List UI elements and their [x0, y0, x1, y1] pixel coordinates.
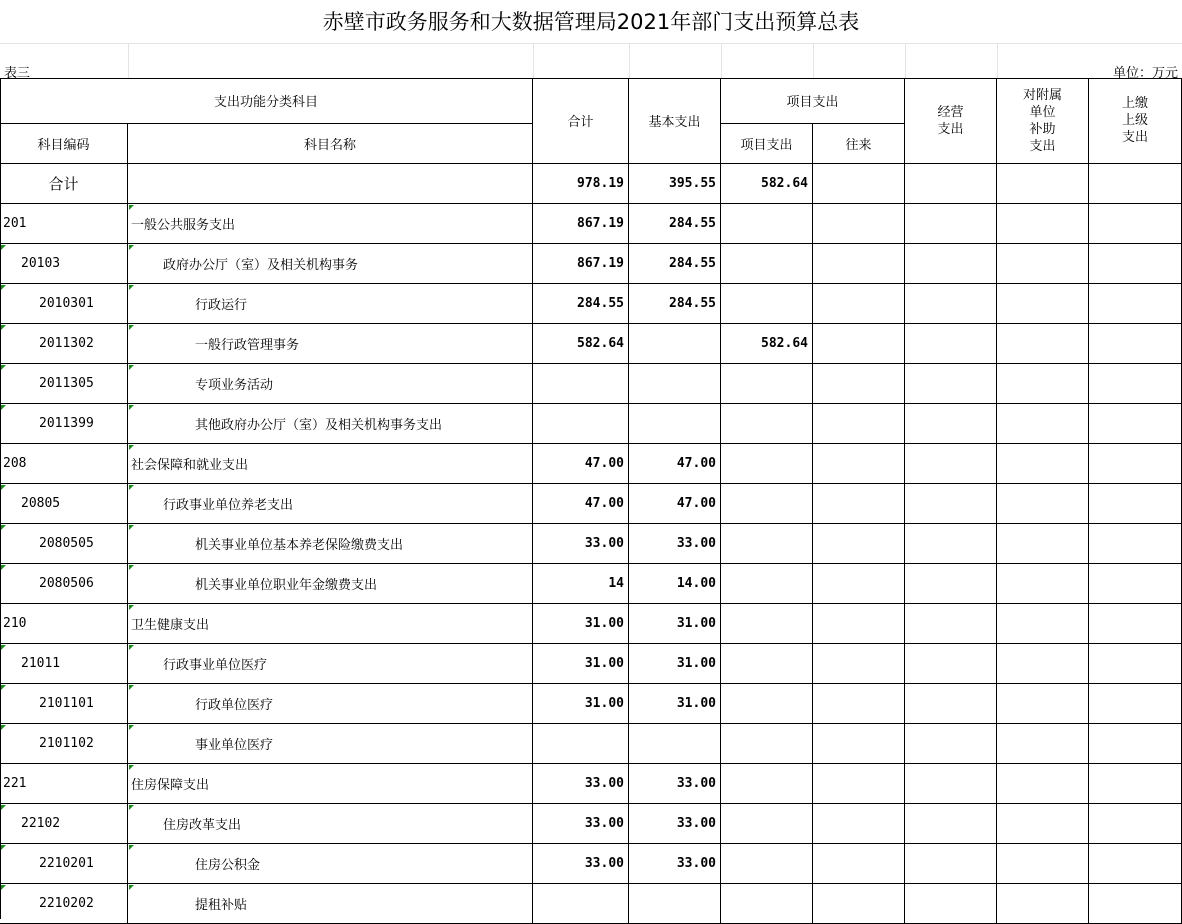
cell-remit	[1089, 164, 1182, 204]
cell-name: 住房公积金	[128, 844, 533, 884]
table-row	[0, 284, 1182, 324]
cell-project: 582.64	[721, 324, 813, 364]
cell-transfer	[813, 764, 905, 804]
cell-subsidy	[997, 804, 1089, 844]
cell-code: 221	[0, 764, 128, 804]
cell-project	[721, 204, 813, 244]
cell-subsidy	[997, 204, 1089, 244]
cell-code: 2101101	[0, 684, 128, 724]
table-row	[0, 644, 1182, 684]
table-row	[0, 604, 1182, 644]
table-row	[0, 764, 1182, 804]
cell-remit	[1089, 444, 1182, 484]
table-row	[0, 844, 1182, 884]
cell-remit	[1089, 364, 1182, 404]
cell-project: 582.64	[721, 164, 813, 204]
cell-total: 47.00	[533, 444, 629, 484]
cell-subsidy	[997, 684, 1089, 724]
table-row	[0, 364, 1182, 404]
cell-operating	[905, 204, 997, 244]
cell-name: 行政事业单位养老支出	[128, 484, 533, 524]
cell-total: 582.64	[533, 324, 629, 364]
cell-code: 201	[0, 204, 128, 244]
cell-name: 社会保障和就业支出	[128, 444, 533, 484]
header-code: 科目编码	[0, 124, 128, 164]
cell-code: 2080506	[0, 564, 128, 604]
cell-remit	[1089, 764, 1182, 804]
cell-transfer	[813, 324, 905, 364]
header-transfer: 往来	[813, 124, 905, 164]
cell-total: 33.00	[533, 844, 629, 884]
cell-total: 14	[533, 564, 629, 604]
cell-project	[721, 404, 813, 444]
cell-total: 867.19	[533, 244, 629, 284]
cell-subsidy	[997, 284, 1089, 324]
header-function-class: 支出功能分类科目	[0, 78, 533, 124]
cell-basic: 284.55	[629, 204, 721, 244]
cell-code: 合计	[0, 164, 128, 204]
cell-total: 47.00	[533, 484, 629, 524]
cell-code: 22102	[0, 804, 128, 844]
blank-cell	[905, 44, 998, 78]
table-row	[0, 564, 1182, 604]
cell-transfer	[813, 804, 905, 844]
cell-remit	[1089, 844, 1182, 884]
cell-code: 208	[0, 444, 128, 484]
cell-name: 卫生健康支出	[128, 604, 533, 644]
cell-project	[721, 484, 813, 524]
cell-total	[533, 884, 629, 924]
cell-total: 31.00	[533, 684, 629, 724]
table-label: 表三	[4, 66, 31, 81]
cell-code: 210	[0, 604, 128, 644]
cell-project	[721, 884, 813, 924]
cell-subsidy	[997, 844, 1089, 884]
cell-remit	[1089, 324, 1182, 364]
cell-remit	[1089, 724, 1182, 764]
cell-name: 政府办公厅（室）及相关机构事务	[128, 244, 533, 284]
cell-code: 2080505	[0, 524, 128, 564]
cell-basic	[629, 364, 721, 404]
cell-transfer	[813, 884, 905, 924]
table-row	[0, 724, 1182, 764]
cell-project	[721, 724, 813, 764]
table-row	[0, 804, 1182, 844]
cell-project	[721, 364, 813, 404]
cell-basic	[629, 884, 721, 924]
cell-name: 行政事业单位医疗	[128, 644, 533, 684]
cell-transfer	[813, 644, 905, 684]
cell-operating	[905, 444, 997, 484]
header-name: 科目名称	[128, 124, 533, 164]
unit-label: 单位：万元	[1112, 66, 1178, 81]
cell-remit	[1089, 284, 1182, 324]
cell-subsidy	[997, 244, 1089, 284]
header-operating: 经营 支出	[905, 78, 997, 164]
cell-basic: 33.00	[629, 764, 721, 804]
cell-operating	[905, 884, 997, 924]
cell-subsidy	[997, 484, 1089, 524]
table-row	[0, 444, 1182, 484]
cell-name: 一般行政管理事务	[128, 324, 533, 364]
header-basic: 基本支出	[629, 78, 721, 164]
cell-basic: 14.00	[629, 564, 721, 604]
cell-transfer	[813, 524, 905, 564]
cell-code: 21011	[0, 644, 128, 684]
cell-total: 33.00	[533, 804, 629, 844]
cell-operating	[905, 684, 997, 724]
cell-name: 一般公共服务支出	[128, 204, 533, 244]
table-row	[0, 204, 1182, 244]
cell-code: 2011399	[0, 404, 128, 444]
cell-code: 2210201	[0, 844, 128, 884]
cell-transfer	[813, 684, 905, 724]
cell-transfer	[813, 244, 905, 284]
cell-remit	[1089, 604, 1182, 644]
cell-remit	[1089, 204, 1182, 244]
cell-transfer	[813, 724, 905, 764]
cell-project	[721, 564, 813, 604]
cell-operating	[905, 804, 997, 844]
cell-operating	[905, 164, 997, 204]
cell-operating	[905, 364, 997, 404]
cell-total: 867.19	[533, 204, 629, 244]
blank-cell	[721, 44, 814, 78]
cell-transfer	[813, 484, 905, 524]
cell-project	[721, 764, 813, 804]
cell-subsidy	[997, 164, 1089, 204]
cell-transfer	[813, 204, 905, 244]
cell-project	[721, 604, 813, 644]
cell-remit	[1089, 644, 1182, 684]
cell-name: 机关事业单位职业年金缴费支出	[128, 564, 533, 604]
cell-basic: 284.55	[629, 284, 721, 324]
cell-name: 行政运行	[128, 284, 533, 324]
cell-remit	[1089, 684, 1182, 724]
blank-cell	[813, 44, 906, 78]
cell-basic	[629, 724, 721, 764]
header-subsidy: 对附属 单位 补助 支出	[997, 78, 1089, 164]
cell-basic: 31.00	[629, 604, 721, 644]
blank-cell	[128, 44, 534, 78]
cell-name: 专项业务活动	[128, 364, 533, 404]
cell-subsidy	[997, 604, 1089, 644]
cell-code: 2010301	[0, 284, 128, 324]
table-row	[0, 884, 1182, 924]
cell-project	[721, 244, 813, 284]
cell-subsidy	[997, 364, 1089, 404]
cell-total	[533, 364, 629, 404]
table-row	[0, 244, 1182, 284]
cell-basic: 33.00	[629, 804, 721, 844]
cell-name: 住房保障支出	[128, 764, 533, 804]
cell-basic: 47.00	[629, 484, 721, 524]
cell-name: 机关事业单位基本养老保险缴费支出	[128, 524, 533, 564]
cell-project	[721, 644, 813, 684]
cell-remit	[1089, 404, 1182, 444]
cell-transfer	[813, 404, 905, 444]
cell-subsidy	[997, 324, 1089, 364]
cell-code: 2210202	[0, 884, 128, 924]
cell-total	[533, 724, 629, 764]
cell-basic	[629, 324, 721, 364]
cell-code: 20103	[0, 244, 128, 284]
cell-total	[533, 404, 629, 444]
cell-operating	[905, 764, 997, 804]
blank-cell	[533, 44, 630, 78]
table-row	[0, 684, 1182, 724]
cell-name	[128, 164, 533, 204]
cell-operating	[905, 644, 997, 684]
cell-operating	[905, 484, 997, 524]
cell-remit	[1089, 564, 1182, 604]
cell-operating	[905, 604, 997, 644]
cell-subsidy	[997, 444, 1089, 484]
cell-subsidy	[997, 524, 1089, 564]
cell-name: 提租补贴	[128, 884, 533, 924]
cell-total: 33.00	[533, 764, 629, 804]
cell-basic: 31.00	[629, 684, 721, 724]
cell-remit	[1089, 484, 1182, 524]
cell-operating	[905, 244, 997, 284]
cell-name: 其他政府办公厅（室）及相关机构事务支出	[128, 404, 533, 444]
cell-basic: 31.00	[629, 644, 721, 684]
cell-transfer	[813, 604, 905, 644]
cell-subsidy	[997, 644, 1089, 684]
cell-total: 31.00	[533, 604, 629, 644]
cell-transfer	[813, 364, 905, 404]
cell-name: 行政单位医疗	[128, 684, 533, 724]
cell-code: 2101102	[0, 724, 128, 764]
cell-subsidy	[997, 884, 1089, 924]
cell-transfer	[813, 844, 905, 884]
cell-project	[721, 444, 813, 484]
cell-code: 20805	[0, 484, 128, 524]
cell-remit	[1089, 524, 1182, 564]
cell-total: 978.19	[533, 164, 629, 204]
cell-subsidy	[997, 564, 1089, 604]
cell-code: 2011305	[0, 364, 128, 404]
cell-project	[721, 844, 813, 884]
table-row	[0, 404, 1182, 444]
cell-project	[721, 684, 813, 724]
cell-basic	[629, 404, 721, 444]
cell-project	[721, 284, 813, 324]
cell-operating	[905, 724, 997, 764]
header-project: 项目支出	[721, 124, 813, 164]
table-row	[0, 524, 1182, 564]
cell-project	[721, 804, 813, 844]
cell-operating	[905, 564, 997, 604]
cell-total: 31.00	[533, 644, 629, 684]
cell-subsidy	[997, 404, 1089, 444]
cell-remit	[1089, 804, 1182, 844]
cell-operating	[905, 324, 997, 364]
cell-subsidy	[997, 724, 1089, 764]
table-row	[0, 324, 1182, 364]
cell-total: 284.55	[533, 284, 629, 324]
cell-subsidy	[997, 764, 1089, 804]
cell-basic: 395.55	[629, 164, 721, 204]
cell-basic: 47.00	[629, 444, 721, 484]
table-row	[0, 164, 1182, 204]
header-total: 合计	[533, 78, 629, 164]
header-project-group: 项目支出	[721, 78, 905, 124]
cell-total: 33.00	[533, 524, 629, 564]
cell-operating	[905, 844, 997, 884]
page-title: 赤壁市政务服务和大数据管理局2021年部门支出预算总表	[322, 10, 860, 34]
cell-transfer	[813, 164, 905, 204]
cell-basic: 33.00	[629, 844, 721, 884]
cell-remit	[1089, 884, 1182, 924]
cell-transfer	[813, 284, 905, 324]
blank-cell	[629, 44, 722, 78]
cell-transfer	[813, 444, 905, 484]
cell-basic: 284.55	[629, 244, 721, 284]
cell-operating	[905, 404, 997, 444]
cell-remit	[1089, 244, 1182, 284]
cell-name: 事业单位医疗	[128, 724, 533, 764]
cell-project	[721, 524, 813, 564]
cell-transfer	[813, 564, 905, 604]
cell-operating	[905, 524, 997, 564]
cell-basic: 33.00	[629, 524, 721, 564]
table-row	[0, 484, 1182, 524]
header-remit: 上缴 上级 支出	[1089, 78, 1182, 164]
cell-name: 住房改革支出	[128, 804, 533, 844]
cell-operating	[905, 284, 997, 324]
cell-code: 2011302	[0, 324, 128, 364]
